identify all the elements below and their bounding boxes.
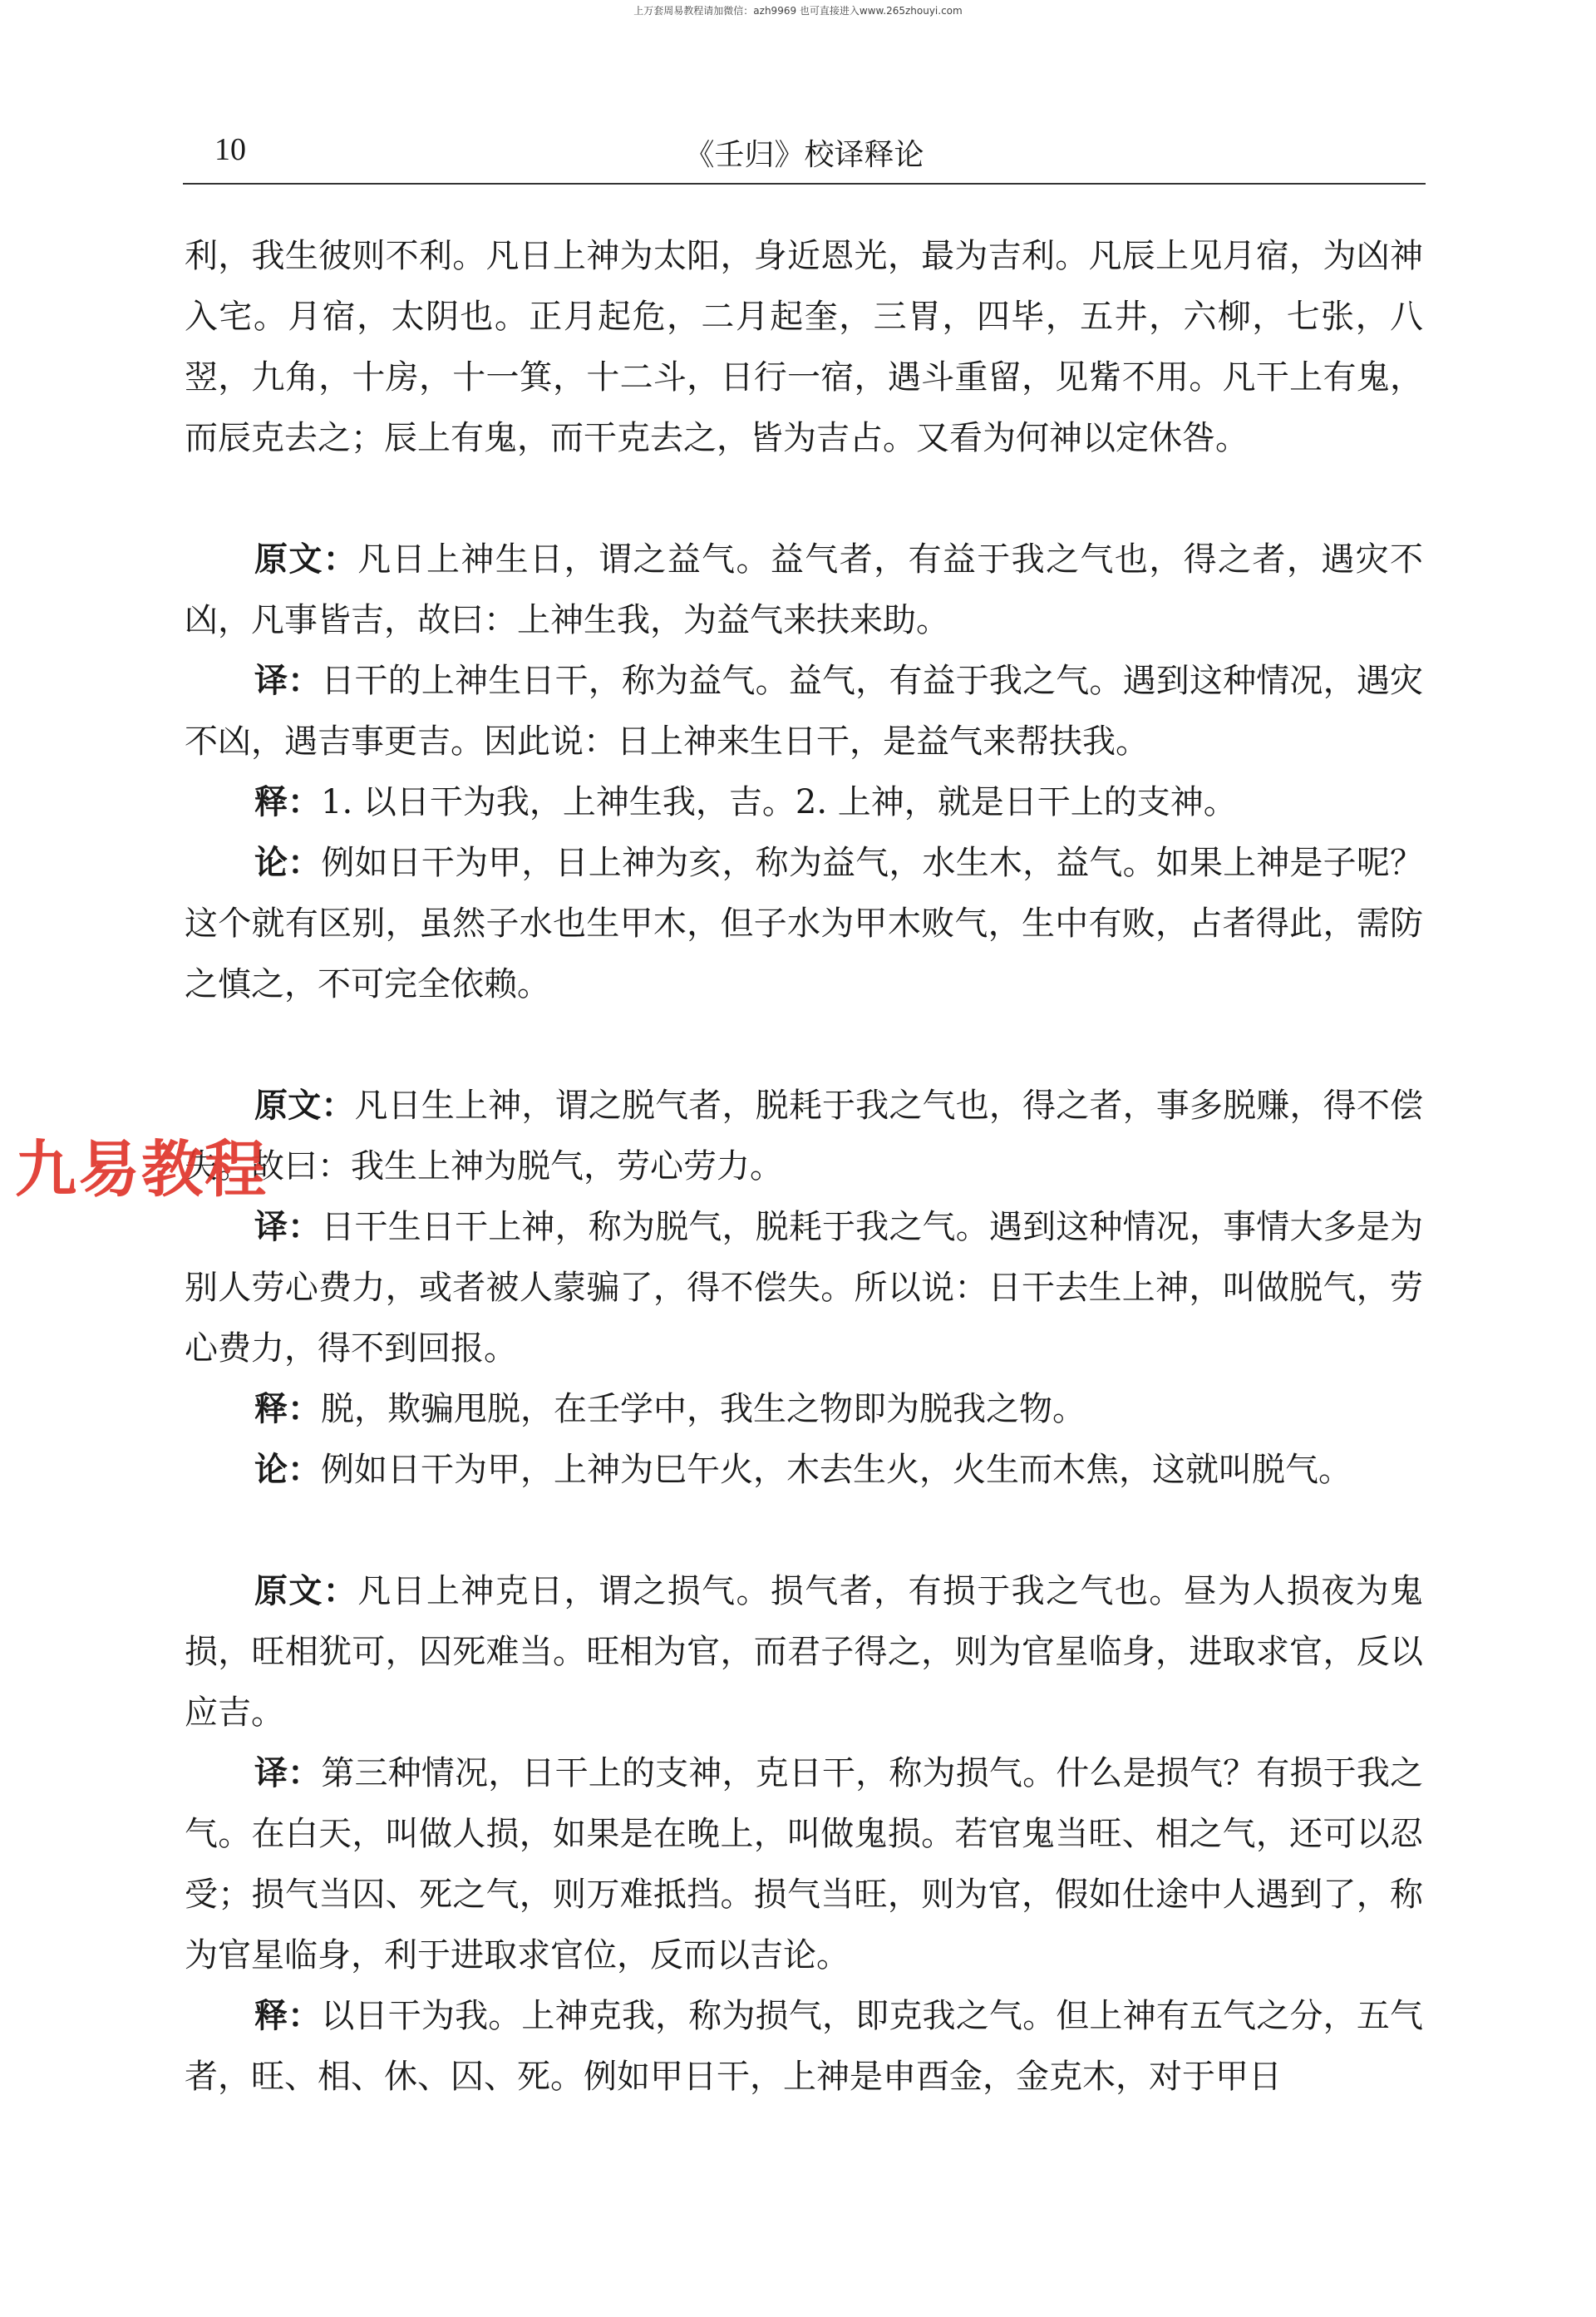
paragraph-text: 凡日生上神，谓之脱气者，脱耗于我之气也，得之者，事多脱赚，得不偿失。故曰：我生上神为脱气，劳心劳力。 [185, 1087, 1424, 1186]
paragraph-discussion [185, 833, 1423, 1015]
paragraph-text: 第三种情况，日干上的支神，克日干，称为损气。什么是损气？有损于我之气。在白天，叫做人损，如果是在晚上，叫做鬼损。若官鬼当旺、相之气，还可以忍受；损气当囚、死之气，则万难抵挡。损气当旺，则为官，假如仕途中人遇到了，称为官星临身，利于进取求官位，反而以吉论。 [185, 1754, 1424, 1974]
paragraph-text: 凡日上神克日，谓之损气。损气者，有损于我之气也。昼为人损夜为鬼损，旺相犹可，囚死难当。旺相为官，而君子得之，则为官星临身，进取求官，反以应吉。 [185, 1572, 1424, 1732]
paragraph-text: 脱，欺骗甩脱，在壬学中，我生之物即为脱我之物。 [321, 1390, 1086, 1428]
paragraph-explanation [185, 772, 1423, 833]
paragraph-label: 论： [254, 844, 322, 882]
paragraph-translation [185, 1743, 1423, 1986]
paragraph-translation [185, 651, 1423, 772]
paragraph-text: 例如日干为甲，上神为巳午火，木去生火，火生而木焦，这就叫脱气。 [321, 1451, 1352, 1489]
page-header [183, 125, 1426, 185]
paragraph-label: 原文： [254, 1087, 355, 1125]
paragraph-text: 例如日干为甲，日上神为亥，称为益气，水生木，益气。如果上神是子呢？这个就有区别，虽然子水也生甲木，但子水为甲木败气，生中有败，占者得此，需防之慎之，不可完全依赖。 [185, 844, 1424, 1003]
paragraph-discussion [185, 1440, 1423, 1501]
paragraph-original-text [185, 530, 1423, 651]
paragraph-text: 凡日上神生日，谓之益气。益气者，有益于我之气也，得之者，遇灾不凶，凡事皆吉，故曰：上神生我，为益气来扶来助。 [185, 540, 1424, 639]
paragraph-label: 释： [254, 783, 321, 821]
paragraph-label: 原文： [254, 1572, 358, 1610]
paragraph-text: 日干的上神生日干，称为益气。益气，有益于我之气。遇到这种情况，遇灾不凶，遇吉事更吉。因此说：日上神来生日干，是益气来帮扶我。 [185, 662, 1424, 761]
paragraph-label: 释： [254, 1997, 322, 2035]
paragraph-label: 论： [254, 1451, 321, 1489]
running-title: 《壬归》校译释论 [684, 138, 924, 172]
paragraph-label: 原文： [254, 540, 358, 579]
page-number: 10 [214, 132, 246, 167]
paragraph-original-text [185, 1076, 1423, 1197]
watermark-logo: 九易教程 [15, 1134, 268, 1205]
paragraph-label: 释： [254, 1390, 321, 1428]
paragraph-explanation [185, 1379, 1423, 1440]
paragraph-text: 利，我生彼则不利。凡日上神为太阳，身近恩光，最为吉利。凡辰上见月宿，为凶神入宅。月宿，太阴也。正月起危，二月起奎，三胃，四毕，五井，六柳，七张，八翌，九角，十房，十一箕，十二斗，日行一宿，遇斗重留，见觜不用。凡干上有鬼，而辰克去之；辰上有鬼，而干克去之，皆为吉占。又看为何神以定休咎。 [185, 237, 1423, 457]
paragraph-explanation [185, 1986, 1423, 2107]
paragraph-label: 译： [254, 1754, 322, 1792]
paragraph-text: 日干生日干上神，称为脱气，脱耗于我之气。遇到这种情况，事情大多是为别人劳心费力，或者被人蒙骗了，得不偿失。所以说：日干去生上神，叫做脱气，劳心费力，得不到回报。 [185, 1208, 1424, 1368]
paragraph-text: 以日干为我。上神克我，称为损气，即克我之气。但上神有五气之分，五气者，旺、相、休、囚、死。例如甲日干，上神是申酉金，金克木，对于甲日 [185, 1997, 1424, 2096]
body-text [185, 226, 1423, 2107]
paragraph-original-text [185, 1561, 1423, 1743]
paragraph-translation [185, 1197, 1423, 1379]
paragraph-continued [185, 226, 1423, 469]
paragraph-label: 译： [254, 662, 322, 700]
top-note: 上万套周易教程请加微信：azh9969 也可直接进入www.265zhouyi.com [633, 5, 963, 17]
paragraph-label: 译： [254, 1208, 322, 1246]
paragraph-text: 1. 以日干为我，上神生我，吉。2. 上神，就是日干上的支神。 [321, 783, 1237, 821]
